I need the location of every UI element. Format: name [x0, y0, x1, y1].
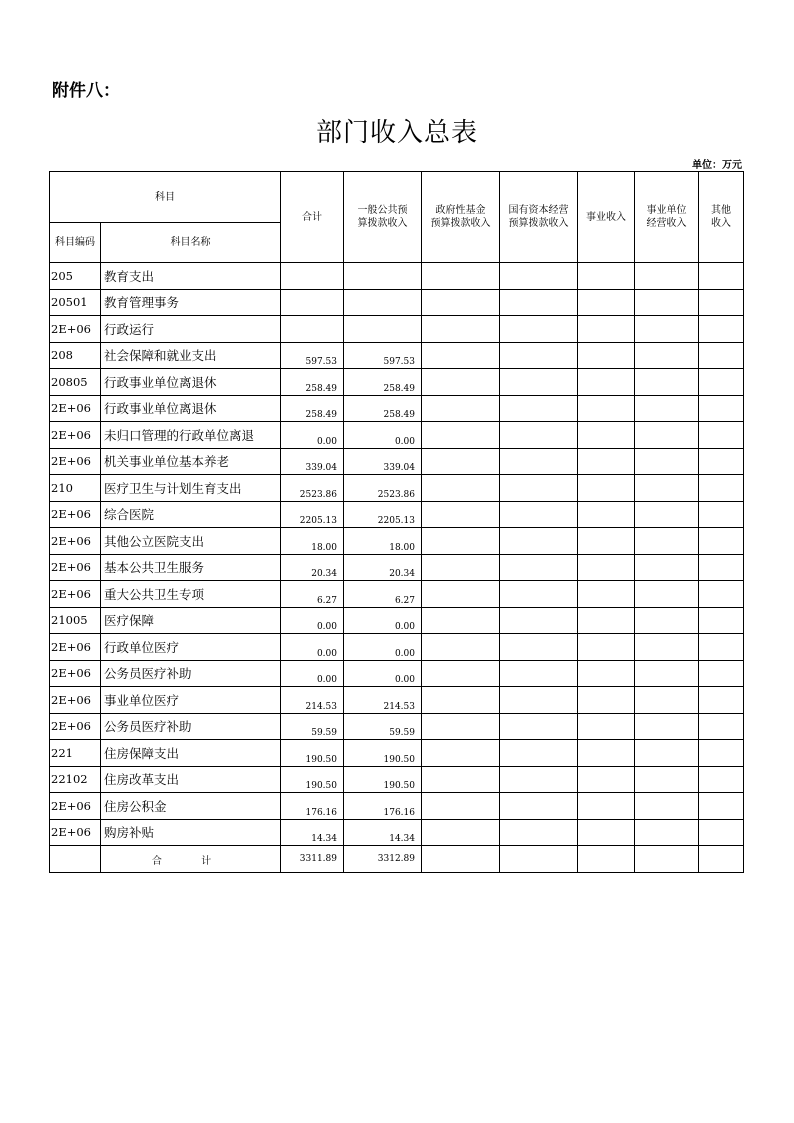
table-row	[50, 501, 744, 528]
row-total: 597.53	[281, 342, 344, 369]
row-unit-operating	[635, 607, 699, 634]
table-row	[50, 554, 744, 581]
row-other	[699, 660, 744, 687]
row-total: 258.49	[281, 395, 344, 422]
page-title: 部门收入总表	[315, 118, 478, 148]
row-other	[699, 634, 744, 661]
row-state-capital	[500, 316, 578, 343]
row-gov-fund	[422, 554, 500, 581]
row-other	[699, 501, 744, 528]
row-business-income	[578, 660, 635, 687]
row-name: 行政事业单位离退休	[101, 369, 281, 396]
row-gov-fund	[422, 713, 500, 740]
row-total: 190.50	[281, 766, 344, 793]
table-row	[50, 793, 744, 820]
row-gov-fund	[422, 263, 500, 290]
row-general-budget: 0.00	[344, 634, 422, 661]
row-total: 6.27	[281, 581, 344, 608]
row-business-income	[578, 819, 635, 846]
row-gov-fund	[422, 766, 500, 793]
row-unit-operating	[635, 475, 699, 502]
row-gov-fund	[422, 395, 500, 422]
row-unit-operating	[635, 342, 699, 369]
row-unit-operating	[635, 528, 699, 555]
row-general-budget: 18.00	[344, 528, 422, 555]
header-state-capital-line2: 预算拨款收入	[508, 218, 569, 229]
row-state-capital	[500, 448, 578, 475]
row-code: 20501	[50, 289, 101, 316]
row-code: 2E+06	[50, 395, 101, 422]
row-state-capital	[500, 263, 578, 290]
row-other	[699, 766, 744, 793]
row-code: 22102	[50, 766, 101, 793]
row-business-income	[578, 607, 635, 634]
row-general-budget: 339.04	[344, 448, 422, 475]
row-state-capital	[500, 369, 578, 396]
row-state-capital	[500, 713, 578, 740]
row-gov-fund	[422, 448, 500, 475]
header-unit-operating-line1: 事业单位	[646, 205, 687, 216]
row-unit-operating	[635, 766, 699, 793]
row-state-capital	[500, 554, 578, 581]
header-general-budget	[344, 172, 422, 263]
table-row	[50, 634, 744, 661]
row-other	[699, 395, 744, 422]
row-business-income	[578, 687, 635, 714]
row-other	[699, 819, 744, 846]
row-business-income	[578, 793, 635, 820]
row-code: 210	[50, 475, 101, 502]
row-general-budget: 0.00	[344, 607, 422, 634]
row-other	[699, 713, 744, 740]
row-code: 2E+06	[50, 819, 101, 846]
table-row	[50, 766, 744, 793]
header-subject-code: 科目编码	[50, 223, 101, 263]
table-row	[50, 475, 744, 502]
header-total: 合计	[281, 172, 344, 263]
row-other	[699, 475, 744, 502]
row-general-budget: 20.34	[344, 554, 422, 581]
unit-label: 单位：万元	[692, 160, 742, 171]
table-row	[50, 263, 744, 290]
header-general-budget-line1: 一般公共预	[357, 205, 408, 216]
row-unit-operating	[635, 634, 699, 661]
row-name: 重大公共卫生专项	[101, 581, 281, 608]
row-other	[699, 369, 744, 396]
row-name: 基本公共卫生服务	[101, 554, 281, 581]
table-row	[50, 581, 744, 608]
row-general-budget: 59.59	[344, 713, 422, 740]
table-row	[50, 740, 744, 767]
footer-general-value: 3312.89	[344, 846, 422, 873]
row-name: 住房改革支出	[101, 766, 281, 793]
row-general-budget: 176.16	[344, 793, 422, 820]
row-general-budget: 0.00	[344, 422, 422, 449]
row-other	[699, 554, 744, 581]
row-code: 2E+06	[50, 528, 101, 555]
row-total: 2523.86	[281, 475, 344, 502]
row-unit-operating	[635, 369, 699, 396]
table-row	[50, 528, 744, 555]
row-gov-fund	[422, 687, 500, 714]
row-total: 0.00	[281, 422, 344, 449]
row-business-income	[578, 528, 635, 555]
row-name: 行政运行	[101, 316, 281, 343]
table-row	[50, 687, 744, 714]
header-business-income: 事业收入	[578, 172, 635, 263]
row-name: 医疗卫生与计划生育支出	[101, 475, 281, 502]
footer-empty-cell	[578, 846, 635, 873]
row-code: 205	[50, 263, 101, 290]
row-unit-operating	[635, 289, 699, 316]
row-other	[699, 448, 744, 475]
row-total: 339.04	[281, 448, 344, 475]
row-other	[699, 289, 744, 316]
row-gov-fund	[422, 289, 500, 316]
header-other-line1: 其他	[711, 205, 731, 216]
row-total: 0.00	[281, 660, 344, 687]
header-other	[699, 172, 744, 263]
row-state-capital	[500, 581, 578, 608]
row-code: 2E+06	[50, 660, 101, 687]
row-total: 59.59	[281, 713, 344, 740]
attachment-label: 附件八：	[52, 81, 120, 101]
row-gov-fund	[422, 634, 500, 661]
header-state-capital	[500, 172, 578, 263]
footer-total-label: 合 计	[101, 846, 281, 873]
header-subject: 科目	[50, 172, 281, 223]
row-name: 医疗保障	[101, 607, 281, 634]
row-business-income	[578, 581, 635, 608]
header-subject-name: 科目名称	[101, 223, 281, 263]
row-business-income	[578, 766, 635, 793]
row-total: 0.00	[281, 634, 344, 661]
row-code: 2E+06	[50, 554, 101, 581]
table-row	[50, 660, 744, 687]
row-state-capital	[500, 501, 578, 528]
row-total: 20.34	[281, 554, 344, 581]
row-unit-operating	[635, 501, 699, 528]
row-total: 190.50	[281, 740, 344, 767]
row-total: 214.53	[281, 687, 344, 714]
row-total: 2205.13	[281, 501, 344, 528]
table-row	[50, 342, 744, 369]
row-total: 18.00	[281, 528, 344, 555]
row-gov-fund	[422, 819, 500, 846]
row-unit-operating	[635, 713, 699, 740]
row-business-income	[578, 554, 635, 581]
row-name: 行政单位医疗	[101, 634, 281, 661]
row-total: 0.00	[281, 607, 344, 634]
table-row	[50, 422, 744, 449]
row-general-budget: 14.34	[344, 819, 422, 846]
row-unit-operating	[635, 448, 699, 475]
header-unit-operating-line2: 经营收入	[646, 218, 687, 229]
header-other-line2: 收入	[711, 218, 731, 229]
row-name: 未归口管理的行政单位离退	[101, 422, 281, 449]
row-business-income	[578, 316, 635, 343]
row-business-income	[578, 634, 635, 661]
row-business-income	[578, 395, 635, 422]
row-code: 2E+06	[50, 687, 101, 714]
row-state-capital	[500, 660, 578, 687]
row-code: 2E+06	[50, 713, 101, 740]
row-other	[699, 422, 744, 449]
row-general-budget: 190.50	[344, 766, 422, 793]
header-general-budget-line2: 算拨款收入	[357, 218, 408, 229]
row-unit-operating	[635, 581, 699, 608]
row-unit-operating	[635, 819, 699, 846]
row-gov-fund	[422, 528, 500, 555]
row-state-capital	[500, 687, 578, 714]
header-gov-fund-line1: 政府性基金	[435, 205, 486, 216]
footer-total-value: 3311.89	[281, 846, 344, 873]
row-gov-fund	[422, 342, 500, 369]
row-total: 14.34	[281, 819, 344, 846]
row-gov-fund	[422, 581, 500, 608]
row-name: 综合医院	[101, 501, 281, 528]
row-code: 2E+06	[50, 501, 101, 528]
row-state-capital	[500, 819, 578, 846]
row-gov-fund	[422, 316, 500, 343]
row-code: 2E+06	[50, 448, 101, 475]
row-code: 221	[50, 740, 101, 767]
row-code: 2E+06	[50, 422, 101, 449]
row-general-budget: 6.27	[344, 581, 422, 608]
row-code: 2E+06	[50, 793, 101, 820]
row-total: 176.16	[281, 793, 344, 820]
row-name: 教育管理事务	[101, 289, 281, 316]
row-name: 其他公立医院支出	[101, 528, 281, 555]
footer-empty-cell	[635, 846, 699, 873]
row-code: 2E+06	[50, 634, 101, 661]
row-general-budget: 214.53	[344, 687, 422, 714]
row-name: 公务员医疗补助	[101, 713, 281, 740]
row-other	[699, 793, 744, 820]
row-gov-fund	[422, 475, 500, 502]
table-row	[50, 819, 744, 846]
row-unit-operating	[635, 687, 699, 714]
row-state-capital	[500, 634, 578, 661]
row-code: 2E+06	[50, 581, 101, 608]
row-unit-operating	[635, 316, 699, 343]
row-name: 机关事业单位基本养老	[101, 448, 281, 475]
row-gov-fund	[422, 793, 500, 820]
row-state-capital	[500, 793, 578, 820]
row-name: 社会保障和就业支出	[101, 342, 281, 369]
header-gov-fund	[422, 172, 500, 263]
row-code: 2E+06	[50, 316, 101, 343]
row-business-income	[578, 369, 635, 396]
row-total	[281, 263, 344, 290]
row-code: 208	[50, 342, 101, 369]
row-business-income	[578, 475, 635, 502]
row-state-capital	[500, 740, 578, 767]
row-gov-fund	[422, 660, 500, 687]
row-state-capital	[500, 395, 578, 422]
row-unit-operating	[635, 660, 699, 687]
row-code: 21005	[50, 607, 101, 634]
row-business-income	[578, 713, 635, 740]
row-other	[699, 581, 744, 608]
row-gov-fund	[422, 740, 500, 767]
header-gov-fund-line2: 预算拨款收入	[430, 218, 491, 229]
row-business-income	[578, 740, 635, 767]
footer-empty-cell	[500, 846, 578, 873]
row-business-income	[578, 448, 635, 475]
row-gov-fund	[422, 422, 500, 449]
row-business-income	[578, 263, 635, 290]
row-unit-operating	[635, 263, 699, 290]
table-row	[50, 369, 744, 396]
row-state-capital	[500, 289, 578, 316]
row-name: 住房保障支出	[101, 740, 281, 767]
row-name: 住房公积金	[101, 793, 281, 820]
table-row	[50, 395, 744, 422]
row-other	[699, 740, 744, 767]
row-unit-operating	[635, 554, 699, 581]
row-general-budget: 2523.86	[344, 475, 422, 502]
footer-empty-cell	[50, 846, 101, 873]
row-name: 购房补贴	[101, 819, 281, 846]
row-state-capital	[500, 528, 578, 555]
row-state-capital	[500, 475, 578, 502]
row-gov-fund	[422, 607, 500, 634]
table-row	[50, 316, 744, 343]
row-other	[699, 342, 744, 369]
row-other	[699, 263, 744, 290]
table-row	[50, 607, 744, 634]
row-business-income	[578, 501, 635, 528]
row-name: 事业单位医疗	[101, 687, 281, 714]
row-gov-fund	[422, 369, 500, 396]
row-general-budget	[344, 316, 422, 343]
row-business-income	[578, 422, 635, 449]
row-state-capital	[500, 422, 578, 449]
row-gov-fund	[422, 501, 500, 528]
income-table	[49, 171, 744, 873]
row-total: 258.49	[281, 369, 344, 396]
row-unit-operating	[635, 422, 699, 449]
row-general-budget	[344, 263, 422, 290]
row-state-capital	[500, 766, 578, 793]
row-other	[699, 687, 744, 714]
row-unit-operating	[635, 395, 699, 422]
row-general-budget: 258.49	[344, 395, 422, 422]
row-other	[699, 607, 744, 634]
footer-empty-cell	[422, 846, 500, 873]
header-unit-operating	[635, 172, 699, 263]
row-unit-operating	[635, 793, 699, 820]
table-row	[50, 289, 744, 316]
footer-empty-cell	[699, 846, 744, 873]
row-unit-operating	[635, 740, 699, 767]
row-total	[281, 316, 344, 343]
row-general-budget: 258.49	[344, 369, 422, 396]
row-name: 教育支出	[101, 263, 281, 290]
row-state-capital	[500, 342, 578, 369]
row-name: 公务员医疗补助	[101, 660, 281, 687]
row-other	[699, 528, 744, 555]
row-general-budget: 2205.13	[344, 501, 422, 528]
row-general-budget: 0.00	[344, 660, 422, 687]
row-general-budget: 597.53	[344, 342, 422, 369]
row-general-budget: 190.50	[344, 740, 422, 767]
table-row	[50, 448, 744, 475]
table-row	[50, 713, 744, 740]
row-general-budget	[344, 289, 422, 316]
row-state-capital	[500, 607, 578, 634]
row-total	[281, 289, 344, 316]
row-business-income	[578, 342, 635, 369]
row-code: 20805	[50, 369, 101, 396]
row-name: 行政事业单位离退休	[101, 395, 281, 422]
header-state-capital-line1: 国有资本经营	[508, 205, 569, 216]
row-other	[699, 316, 744, 343]
row-business-income	[578, 289, 635, 316]
